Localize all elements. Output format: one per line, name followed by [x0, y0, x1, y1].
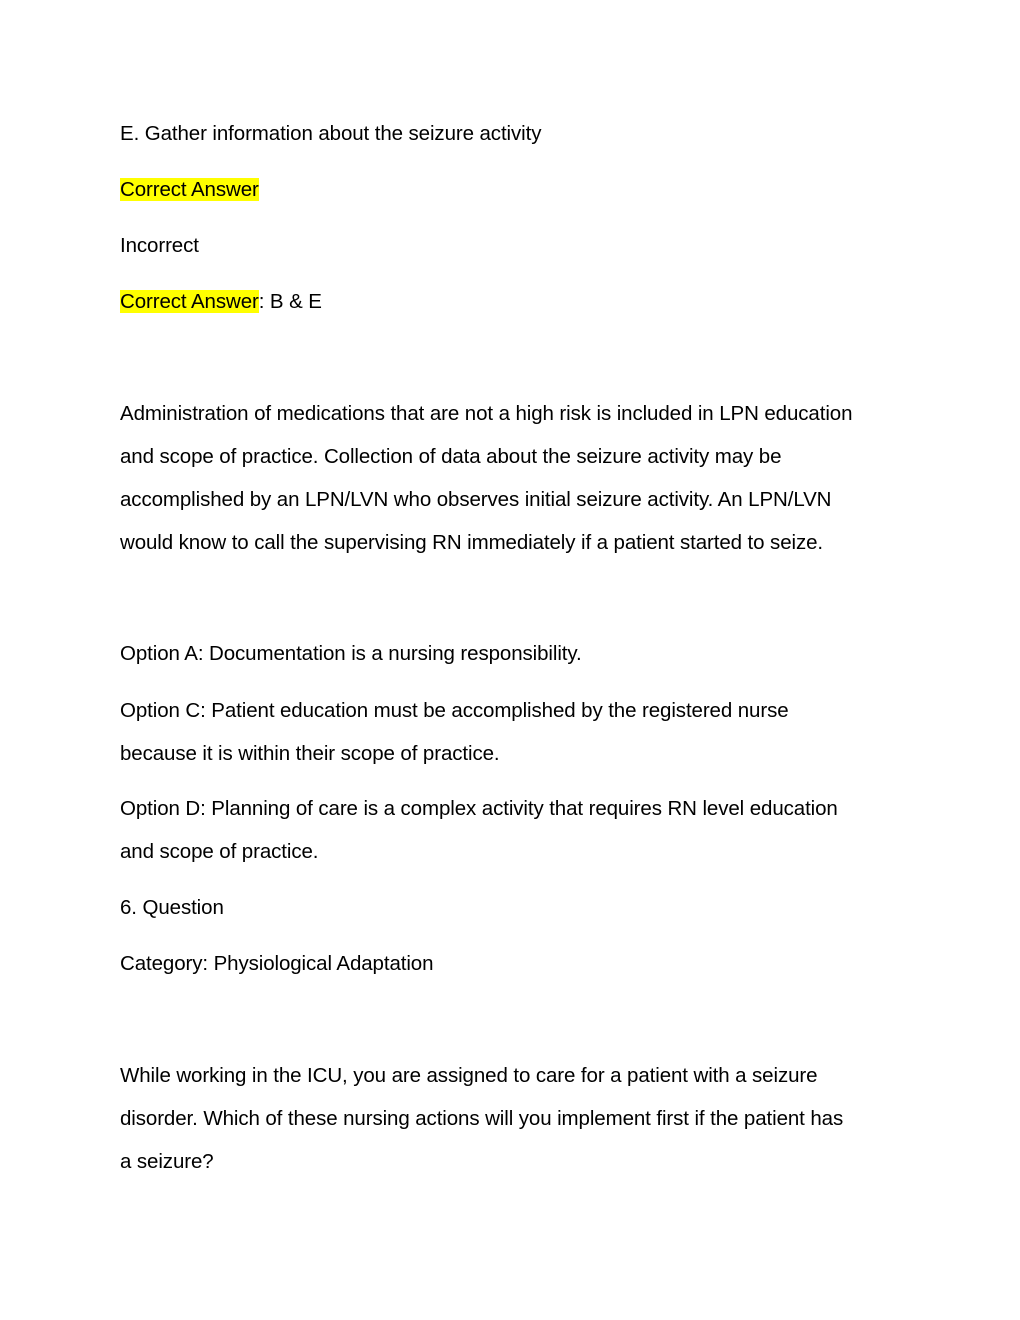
option-a-rationale: Option A: Documentation is a nursing responsibility.	[120, 642, 582, 665]
option-d-line: Option D: Planning of care is a complex activity that requires RN level education	[120, 797, 838, 820]
explanation-paragraph	[120, 392, 910, 564]
result-text: Incorrect	[120, 234, 199, 257]
explanation-line: would know to call the supervising RN immediately if a patient started to seize.	[120, 531, 824, 554]
explanation-line: Administration of medications that are not a high risk is included in LPN education	[120, 402, 853, 425]
question-category: Category: Physiological Adaptation	[120, 952, 434, 975]
option-c-line: because it is within their scope of practice.	[120, 742, 500, 765]
correct-answer-heading	[120, 178, 910, 202]
question-line: disorder. Which of these nursing actions will you implement first if the patient has	[120, 1107, 844, 1130]
explanation-line: and scope of practice. Collection of data about the seizure activity may be	[120, 445, 782, 468]
explanation-line: accomplished by an LPN/LVN who observes initial seizure activity. An LPN/LVN	[120, 488, 832, 511]
question-number: 6. Question	[120, 896, 224, 919]
correct-answer-line	[120, 290, 910, 314]
option-d-rationale	[120, 787, 910, 873]
question-stem	[120, 1054, 910, 1183]
option-c-line: Option C: Patient education must be accomplished by the registered nurse	[120, 699, 789, 722]
correct-answer-value: : B & E	[258, 290, 322, 313]
question-line: a seizure?	[120, 1150, 214, 1173]
correct-answer-highlight: Correct Answer	[120, 178, 259, 201]
option-e-text: E. Gather information about the seizure activity	[120, 122, 542, 145]
correct-answer-label: Correct Answer	[120, 290, 259, 313]
question-line: While working in the ICU, you are assigned to care for a patient with a seizure	[120, 1064, 818, 1087]
option-c-rationale	[120, 689, 910, 775]
option-d-line: and scope of practice.	[120, 840, 319, 863]
